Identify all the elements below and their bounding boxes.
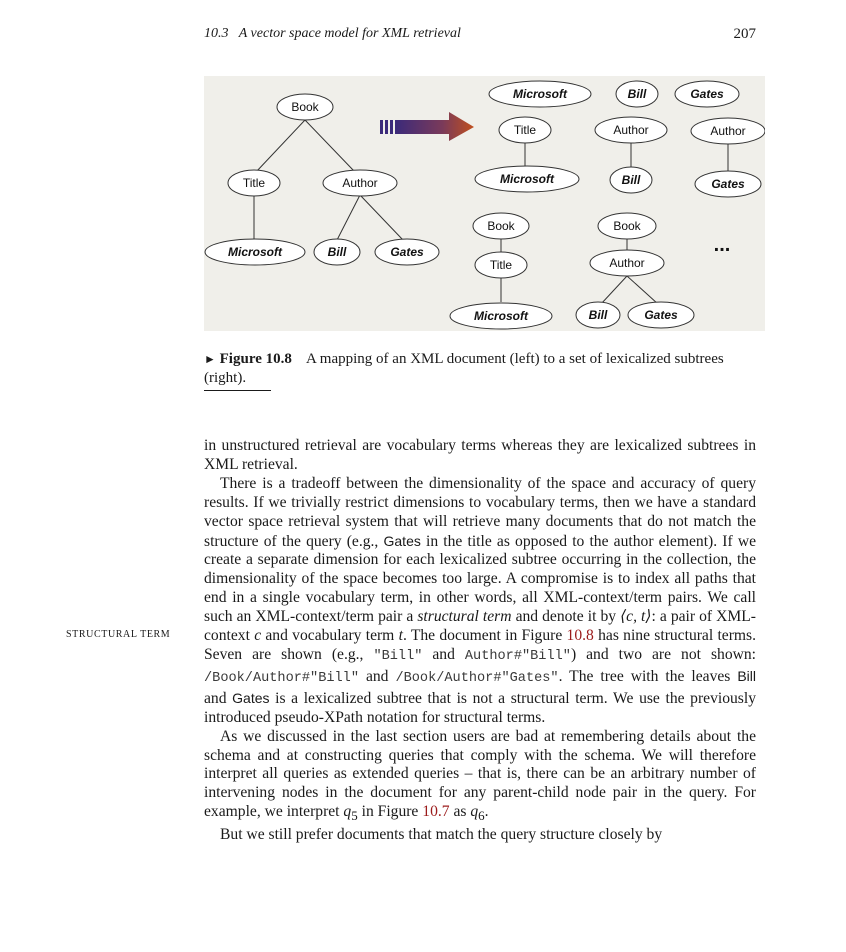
subtree-author-node: Author — [613, 123, 649, 137]
ellipsis-more: ... — [713, 234, 731, 256]
caption-text: A mapping of an XML document (left) to a set of lexicalized subtrees (right). — [204, 351, 724, 386]
figure-ref-10-8[interactable]: 10.8 — [566, 627, 594, 645]
section-title: 10.3 A vector space model for XML retrieval — [204, 26, 461, 41]
running-head — [204, 26, 756, 46]
subtree-book-1-title: Title — [489, 258, 513, 272]
node-book: Book — [291, 100, 319, 114]
paragraph-2: There is a tradeoff between the dimensionality of the space and accuracy of query results. If we trivially restrict dimensions to vocabulary terms, then we have a standard vector space retrieval system that will retrieve many documents that do not match the structure of the query (e.g., Gates in the title as opposed to the author element). If we create a separate dimension for each lexicalized subtree occurring in the collection, the dimensionality of the space becomes too large. A compromise is to index all paths that end in a single vocabulary term, in other words, all XML-context/term pairs. We call such an XML-context/term pair a structural term and denote it by ⟨c, t⟩: a pair of XML-context c and vocabulary term t. The document in Figure 10.8 has nine structural terms. Seven are shown (e.g., "Bill" and Author#"Bill") and two are not shown: /Book/Author#"Bill" and /Book/Author#"Gates". The tree with the leaves Bill and Gates is a lexicalized subtree that is not a structural term. We use the previously introduced pseudo-XPath notation for structural terms. — [204, 474, 757, 726]
caption-rule — [204, 390, 271, 391]
subtree-bill: Bill — [627, 87, 647, 101]
leaf-gates: Gates — [390, 245, 424, 259]
paragraph-1: in unstructured retrieval are vocabulary terms whereas they are lexicalized subtrees in XML retrieval. — [204, 437, 756, 473]
caption-marker: ► — [204, 352, 216, 366]
subtree-book-2-author: Author — [609, 256, 645, 270]
subtree-book-2-bill: Bill — [588, 308, 608, 322]
subtree-book-1: Book — [487, 219, 515, 233]
subtree-book-2-gates: Gates — [644, 308, 678, 322]
subtree-title-leaf: Microsoft — [500, 172, 554, 186]
figure-10-8 — [204, 76, 765, 331]
subtree-microsoft: Microsoft — [513, 87, 567, 101]
subtree-book-1-leaf: Microsoft — [474, 309, 528, 323]
leaf-microsoft: Microsoft — [228, 245, 282, 259]
structural-term-definition: structural term — [417, 608, 512, 626]
mapping-arrow — [380, 112, 474, 141]
leaf-bill: Bill — [327, 245, 347, 259]
figure-caption — [204, 350, 756, 387]
subtree-book-2: Book — [613, 219, 641, 233]
xml-tree-diagram — [204, 76, 765, 331]
subtree-author-node-2: Author — [710, 124, 746, 138]
node-title: Title — [242, 176, 266, 190]
body-text — [204, 437, 756, 845]
paragraph-4: But we still prefer documents that match the query structure closely by — [220, 826, 663, 844]
margin-term-structural-term: STRUCTURAL TERM — [66, 629, 171, 640]
subtree-gates: Gates — [690, 87, 724, 101]
subtree-author-gates-leaf: Gates — [711, 177, 745, 191]
caption-label: Figure 10.8 — [219, 351, 292, 367]
page-number: 207 — [733, 26, 756, 42]
figure-ref-10-7[interactable]: 10.7 — [422, 803, 450, 821]
subtree-author-bill-leaf: Bill — [621, 173, 641, 187]
subtree-title-node: Title — [513, 123, 537, 137]
paragraph-3: As we discussed in the last section users are bad at remembering details about the schema and at constructing queries that comply with the schema. We will therefore interpret all queries as extended queries – that is, there can be an arbitrary number of intervening nodes in the document for any parent-child node pair in the query. For example, we interpret $q_5$ in Figure 10.7 as $q_6$. — [204, 727, 756, 824]
node-author: Author — [342, 176, 378, 190]
